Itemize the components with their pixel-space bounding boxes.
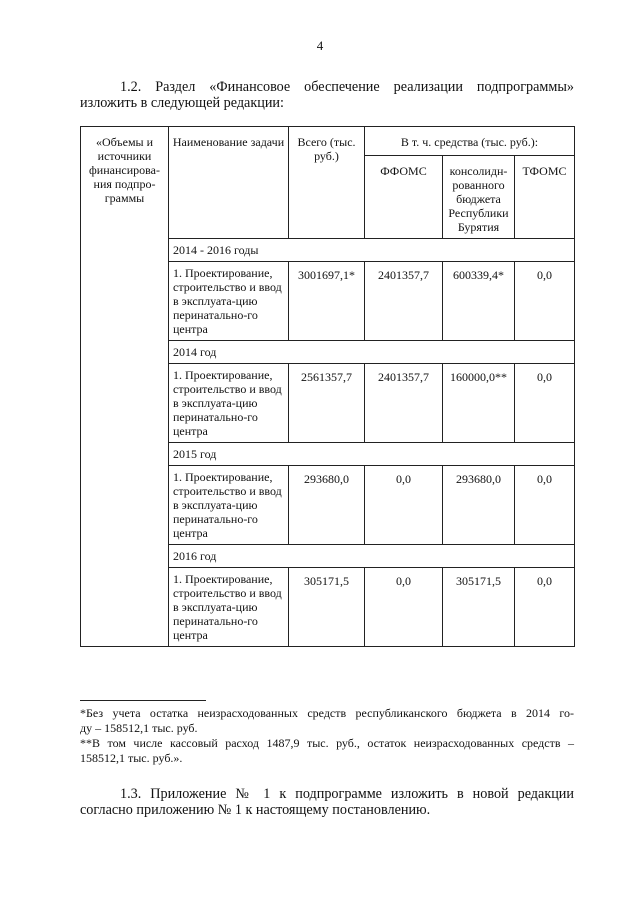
closing-paragraph (80, 786, 574, 818)
total-value: 293680,0 (289, 466, 365, 545)
task-name: 1. Проектирование, строительство и ввод в эксплуата-цию перинатально-го центра (169, 466, 289, 545)
section-intro-paragraph (80, 79, 574, 111)
header-task-name: Наименование задачи (169, 127, 289, 239)
budget-value: 600339,4* (443, 262, 515, 341)
total-value: 3001697,1* (289, 262, 365, 341)
page-number: 4 (316, 38, 324, 53)
header-tfoms: ТФОМС (515, 156, 575, 239)
tfoms-value: 0,0 (515, 568, 575, 647)
ffoms-value: 2401357,7 (365, 262, 443, 341)
header-consolidated-budget: консолидн-рованного бюджета Республики Бурятия (443, 156, 515, 239)
header-total: Всего (тыс. руб.) (289, 127, 365, 239)
period-label: 2014 год (169, 341, 575, 364)
section-intro-line-1: 1.2. Раздел «Финансовое обеспечение реализации подпрограммы» (120, 79, 574, 95)
section-intro-line-2: изложить в следующей редакции: (80, 95, 284, 111)
footnote-divider (80, 700, 206, 701)
period-label: 2015 год (169, 443, 575, 466)
closing-line-1: 1.3. Приложение № 1 к подпрограмме изложить в новой редакции (120, 786, 574, 802)
period-label: 2014 - 2016 годы (169, 239, 575, 262)
footnote-1-line-1: *Без учета остатка неизрасходованных средств республиканского бюджета в 2014 го- (80, 706, 574, 720)
tfoms-value: 0,0 (515, 466, 575, 545)
total-value: 2561357,7 (289, 364, 365, 443)
budget-value: 293680,0 (443, 466, 515, 545)
ffoms-value: 2401357,7 (365, 364, 443, 443)
tfoms-value: 0,0 (515, 364, 575, 443)
total-value: 305171,5 (289, 568, 365, 647)
task-name: 1. Проектирование, строительство и ввод в эксплуата-цию перинатально-го центра (169, 568, 289, 647)
tfoms-value: 0,0 (515, 262, 575, 341)
footnote-2-line-2: 158512,1 тыс. руб.». (80, 751, 183, 765)
financing-table (80, 126, 575, 647)
table-header-row (81, 127, 575, 156)
budget-value: 305171,5 (443, 568, 515, 647)
footnote-2-line-1: **В том числе кассовый расход 1487,9 тыс. руб., остаток неизрасходованных средств – (80, 736, 574, 750)
footnotes (80, 700, 574, 766)
ffoms-value: 0,0 (365, 568, 443, 647)
ffoms-value: 0,0 (365, 466, 443, 545)
task-name: 1. Проектирование, строительство и ввод в эксплуата-цию перинатально-го центра (169, 364, 289, 443)
period-label: 2016 год (169, 545, 575, 568)
header-group-funds: В т. ч. средства (тыс. руб.): (365, 127, 575, 156)
task-name: 1. Проектирование, строительство и ввод в эксплуата-цию перинатально-го центра (169, 262, 289, 341)
header-volumes-sources: «Объемы и источники финансирова-ния подпро-граммы (81, 127, 169, 647)
closing-line-2: согласно приложению № 1 к настоящему постановлению. (80, 802, 431, 818)
footnote-1-line-2: ду – 158512,1 тыс. руб. (80, 721, 198, 735)
header-ffoms: ФФОМС (365, 156, 443, 239)
budget-value: 160000,0** (443, 364, 515, 443)
